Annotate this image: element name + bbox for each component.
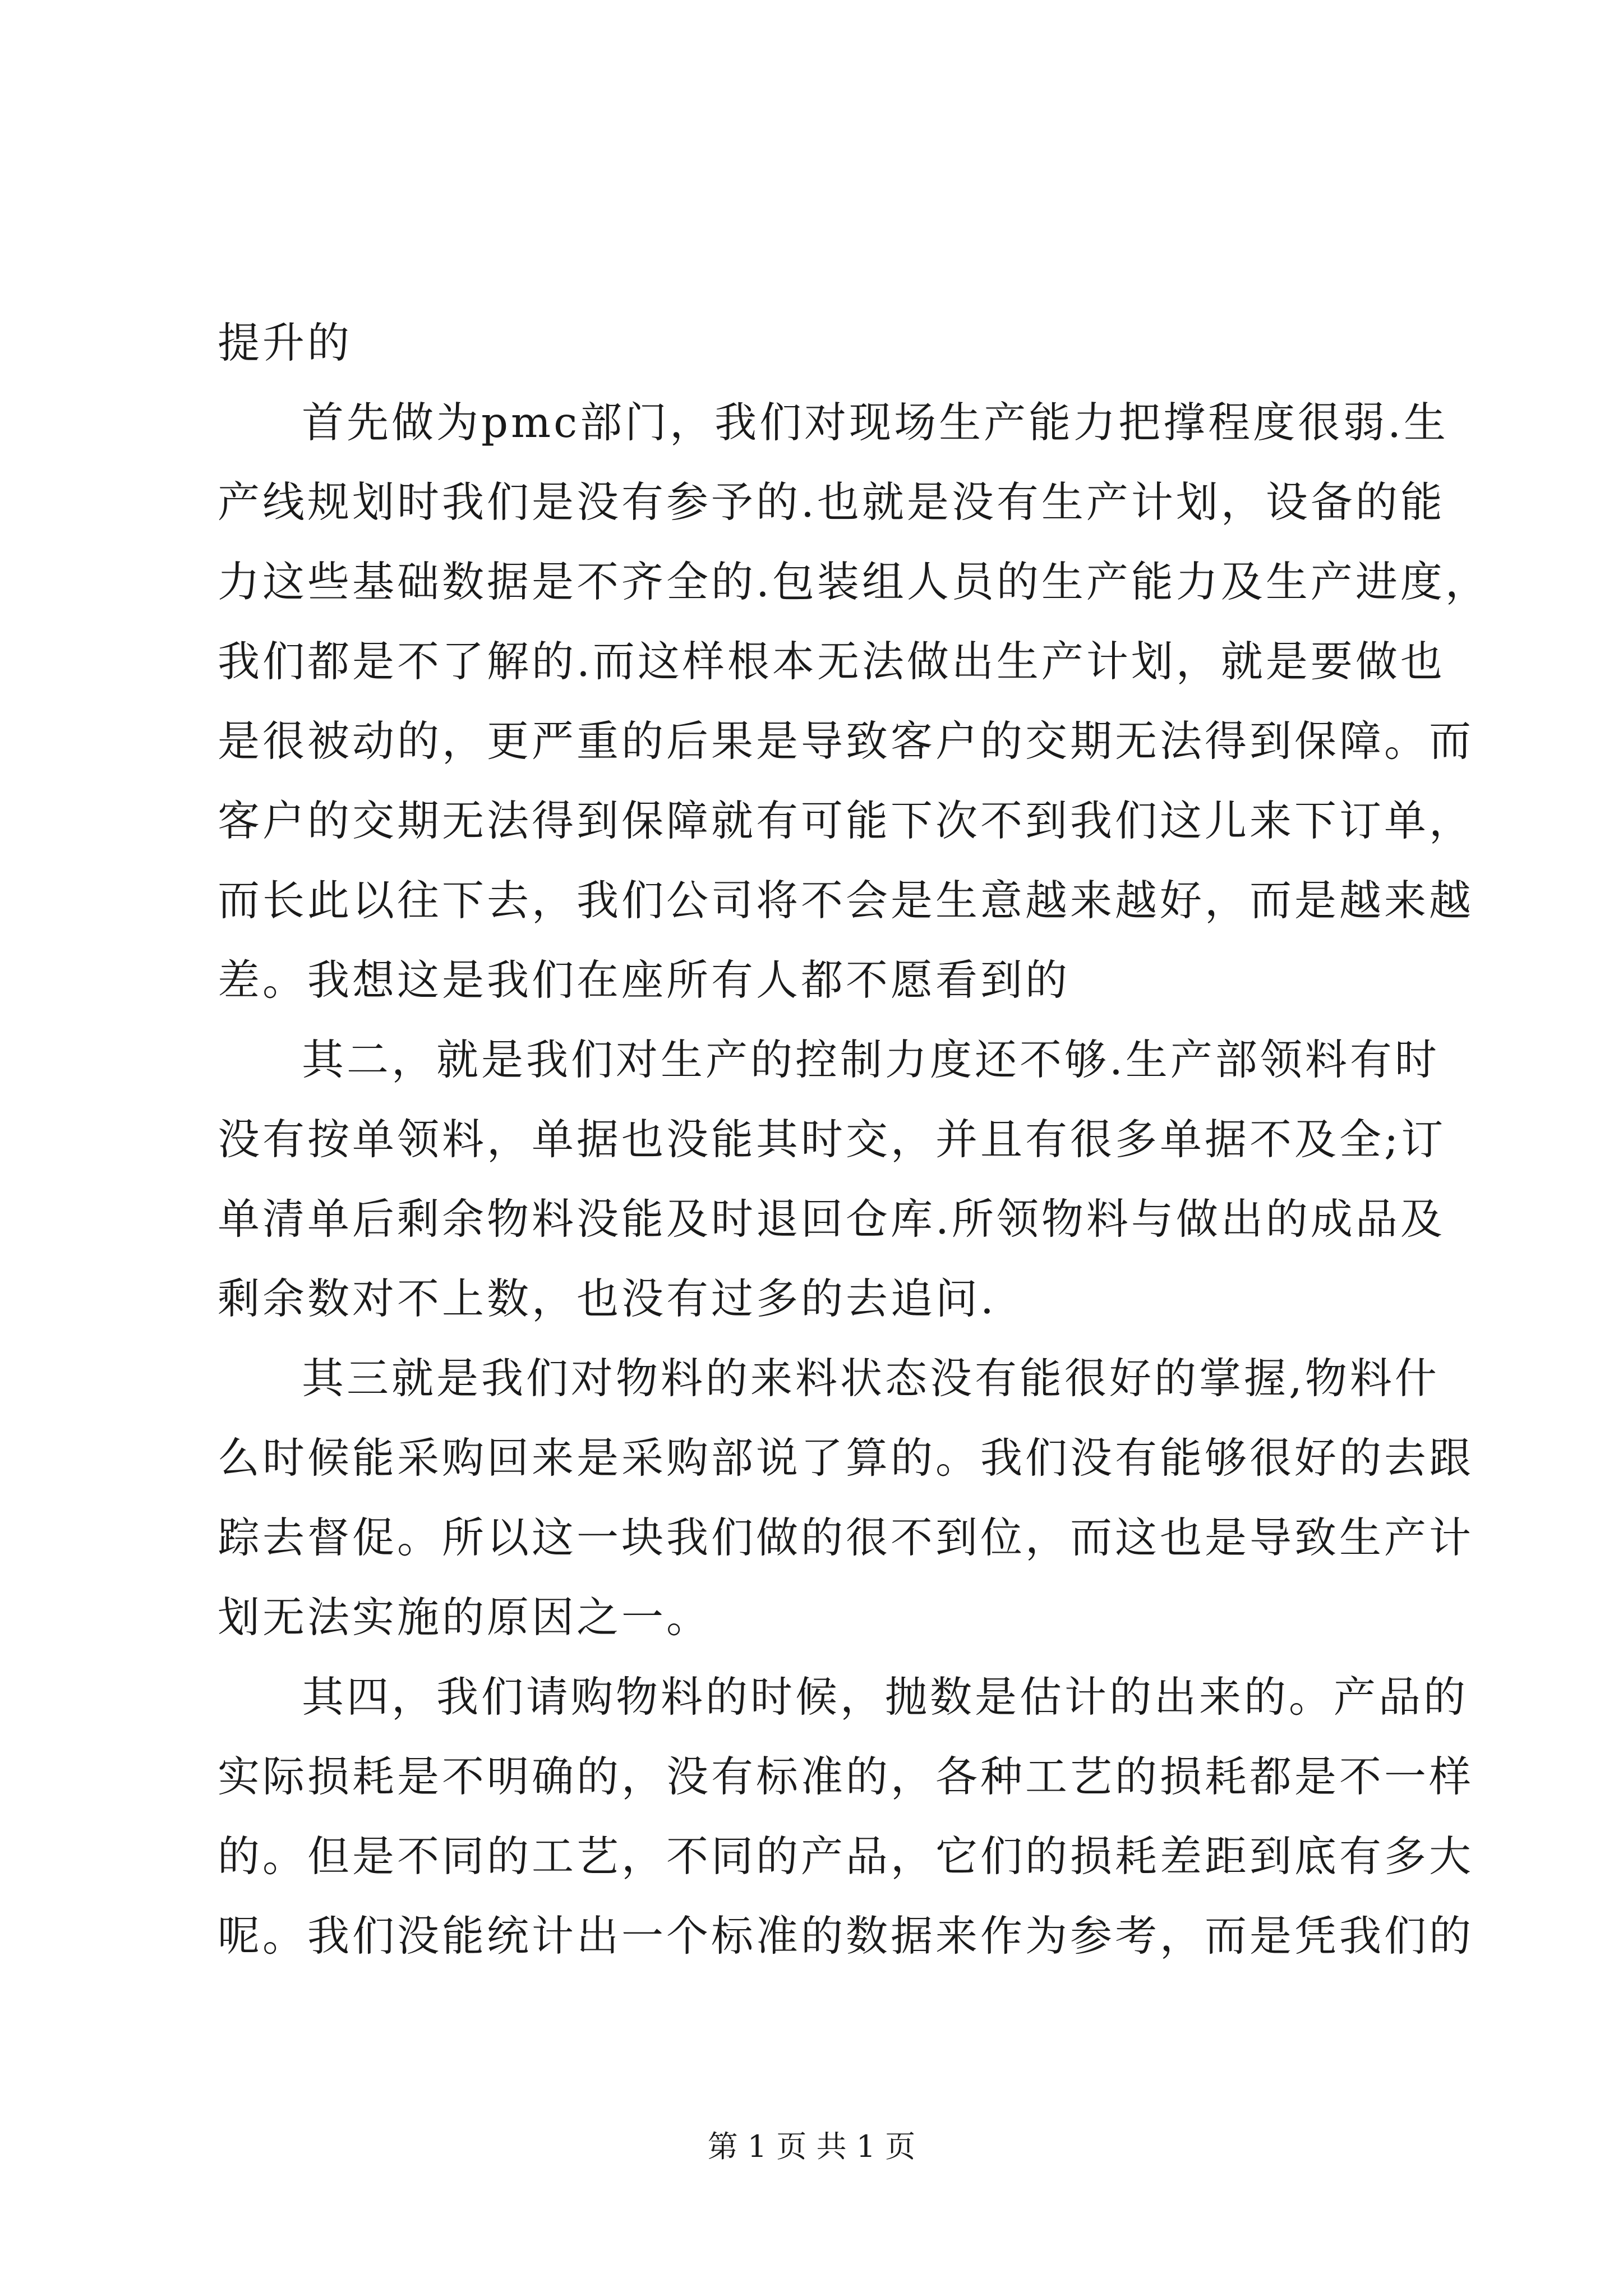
text-line: 其四，我们请购物料的时候，抛数是估计的出来的。产品的 <box>302 1672 1469 1722</box>
page-footer <box>0 2127 1623 2166</box>
document-body <box>218 303 1490 1976</box>
text-line: 呢。我们没能统计出一个标准的数据来作为参考，而是凭我们的 <box>218 1911 1474 1961</box>
text-line: 的。但是不同的工艺，不同的产品，它们的损耗差距到底有多大 <box>218 1832 1474 1881</box>
text-line: 力这些基础数据是不齐全的.包装组人员的生产能力及生产进度， <box>218 557 1490 606</box>
text-line: 是很被动的，更严重的后果是导致客户的交期无法得到保障。而 <box>218 716 1474 766</box>
text-line: 我们都是不了解的.而这样根本无法做出生产计划，就是要做也 <box>218 637 1445 686</box>
text-line: 而长此以往下去，我们公司将不会是生意越来越好，而是越来越 <box>218 876 1474 925</box>
text-line: 单清单后剩余物料没能及时退回仓库.所领物料与做出的成品及 <box>218 1194 1445 1244</box>
text-line: 划无法实施的原因之一。 <box>218 1593 712 1642</box>
text-line: 剩余数对不上数，也没有过多的去追问. <box>218 1274 997 1323</box>
text-line: 提升的 <box>218 318 353 367</box>
text-line: 其三就是我们对物料的来料状态没有能很好的掌握,物料什 <box>302 1354 1440 1403</box>
text-line: 首先做为pmc部门，我们对现场生产能力把撑程度很弱.生 <box>302 398 1449 447</box>
text-line: 差。我想这是我们在座所有人都不愿看到的 <box>218 955 1071 1005</box>
text-line: 没有按单领料，单据也没能其时交，并且有很多单据不及全;订 <box>218 1115 1446 1164</box>
text-line: 么时候能采购回来是采购部说了算的。我们没有能够很好的去跟 <box>218 1433 1474 1483</box>
text-line: 其二，就是我们对生产的控制力度还不够.生产部领料有时 <box>302 1035 1440 1084</box>
page-number: 第 1 页 共 1 页 <box>707 2129 916 2164</box>
text-line: 踪去督促。所以这一块我们做的很不到位，而这也是导致生产计 <box>218 1513 1474 1562</box>
text-line: 产线规划时我们是没有参予的.也就是没有生产计划，设备的能 <box>218 477 1445 527</box>
text-line: 客户的交期无法得到保障就有可能下次不到我们这儿来下订单， <box>218 796 1474 845</box>
text-line: 实际损耗是不明确的，没有标准的，各种工艺的损耗都是不一样 <box>218 1752 1474 1801</box>
